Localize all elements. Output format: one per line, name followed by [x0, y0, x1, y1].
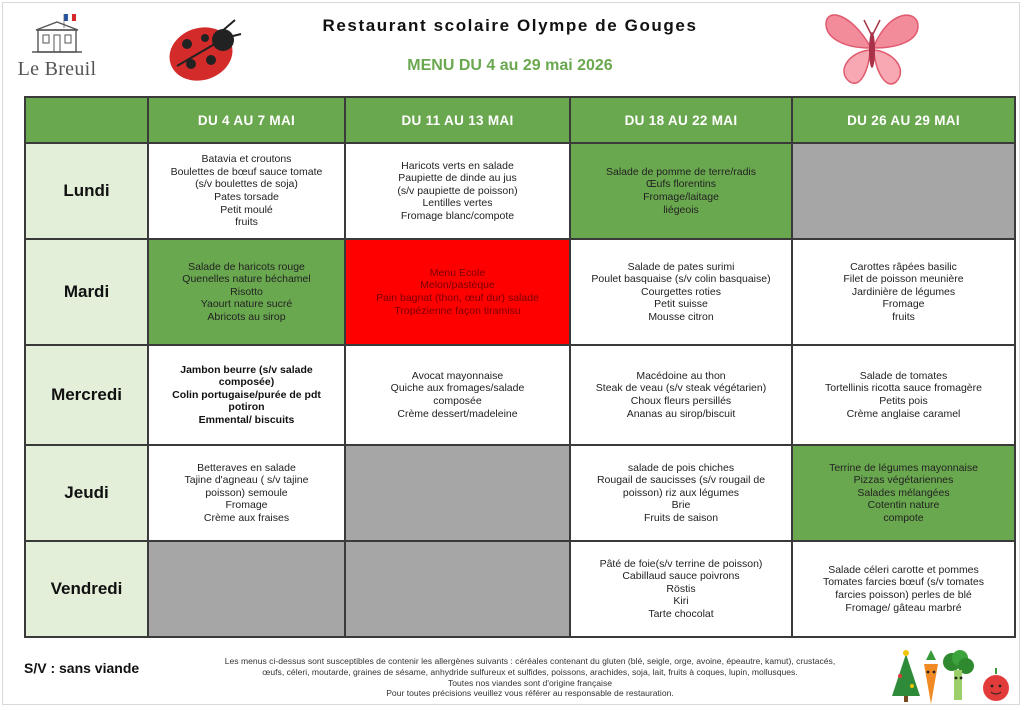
menu-item: fruits: [235, 216, 258, 229]
menu-item: Salade céleri carotte et pommes: [828, 563, 979, 576]
menu-item: poisson) semoule: [205, 486, 288, 499]
day-label: Lundi: [25, 143, 148, 239]
day-row: [25, 143, 1015, 239]
week-header: DU 4 AU 7 MAI: [148, 97, 345, 143]
menu-item: Pâté de foie(s/v terrine de poisson): [599, 557, 763, 570]
menu-item: Rougail de saucisses (s/v rougail de: [596, 474, 766, 487]
menu-item: Macédoine au thon: [636, 369, 726, 382]
vegetables-illustration-icon: [888, 646, 1016, 706]
menu-item: Colin portugaise/purée de pdt: [172, 388, 321, 401]
week-header-row: [25, 97, 1015, 143]
menu-item: composée: [433, 395, 482, 407]
day-label: Mardi: [25, 239, 148, 345]
menu-cell: [570, 143, 792, 239]
menu-item: Fromage/ gâteau marbré: [845, 601, 962, 614]
menu-item: Cabillaud sauce poivrons: [622, 570, 740, 583]
menu-item: Fromage: [225, 499, 268, 512]
menu-item: Kiri: [673, 595, 689, 608]
menu-item: Fromage blanc/compote: [400, 209, 515, 222]
town-hall-icon: [28, 12, 86, 56]
menu-item: Salade de pates surimi: [627, 260, 735, 273]
menu-item: Tropézienne façon tiramisu: [394, 304, 521, 317]
menu-item: Quiche aux fromages/salade: [390, 382, 525, 395]
menu-cell: [148, 239, 345, 345]
menu-item: Boulettes de bœuf sauce tomate: [170, 165, 323, 178]
menu-table: [24, 96, 1016, 638]
week-header: DU 26 AU 29 MAI: [792, 97, 1015, 143]
menu-item: (s/v paupiette de poisson): [397, 184, 518, 197]
empty-menu-cell: [148, 541, 345, 637]
menu-item: Cotentin nature: [867, 499, 940, 512]
menu-item: Petit moulé: [220, 203, 273, 216]
menu-item: Crème aux fraises: [203, 511, 290, 524]
allergen-line: Les menus ci-dessus sont susceptibles de contenir les allergènes suivants : céréales contenant du gluten (blé, seigle, orge, avoine, épeautre, kamut), crustacés,: [224, 656, 836, 666]
menu-item: Mousse citron: [648, 310, 714, 323]
menu-item: Terrine de légumes mayonnaise: [829, 461, 978, 474]
menu-cell: [792, 345, 1015, 445]
menu-item: Paupiette de dinde au jus: [398, 172, 517, 185]
menu-cell: [570, 345, 792, 445]
menu-item: Salades mélangées: [857, 486, 950, 499]
menu-item: Petits pois: [879, 395, 928, 407]
menu-item: Filet de poisson meunière: [843, 273, 964, 286]
menu-item: Batavia et croutons: [201, 153, 292, 166]
menu-item: Salade de pomme de terre/radis: [606, 165, 756, 178]
day-row: [25, 239, 1015, 345]
menu-item: Tomates farcies bœuf (s/v tomates: [822, 576, 985, 589]
menu-item: Emmental/ biscuits: [198, 413, 295, 426]
menu-item: potiron: [228, 401, 265, 414]
menu-item: Betteraves en salade: [197, 461, 296, 474]
menu-cell: [345, 239, 570, 345]
menu-item: Röstis: [666, 582, 696, 595]
menu-cell: [148, 143, 345, 239]
menu-item: composée): [218, 376, 275, 389]
menu-item: Choux fleurs persillés: [630, 395, 732, 407]
menu-item: (s/v boulettes de soja): [195, 178, 298, 191]
menu-item: Carottes râpées basilic: [850, 260, 957, 273]
logo-text: Le Breuil: [17, 58, 97, 80]
menu-item: Melon/pastèque: [420, 279, 495, 292]
menu-period: MENU DU 4 au 29 mai 2026: [407, 57, 613, 74]
table-corner: [25, 97, 148, 143]
menu-item: Crème anglaise caramel: [846, 407, 961, 420]
menu-item: farcies poisson) perles de blé: [835, 589, 972, 601]
menu-item: poisson) riz aux légumes: [622, 486, 740, 499]
day-label: Mercredi: [25, 345, 148, 445]
menu-cell: [345, 345, 570, 445]
menu-item: Menu Ecole: [429, 266, 486, 279]
allergen-line: Toutes nos viandes sont d'origine française: [447, 677, 613, 688]
menu-cell: [792, 445, 1015, 541]
menu-item: Jardinière de légumes: [851, 285, 956, 298]
menu-item: salade de pois chiches: [627, 461, 735, 474]
butterfly-icon: [820, 2, 924, 94]
menu-item: Pates torsade: [214, 191, 279, 203]
menu-cell: [148, 345, 345, 445]
menu-item: Yaourt nature sucré: [200, 298, 293, 311]
sans-viande-note: S/V : sans viande: [24, 660, 140, 676]
menu-item: Fruits de saison: [643, 511, 719, 524]
day-row: [25, 541, 1015, 637]
empty-menu-cell: [345, 445, 570, 541]
menu-item: Abricots au sirop: [207, 310, 286, 323]
menu-item: Brie: [671, 499, 691, 512]
menu-item: Haricots verts en salade: [401, 159, 514, 172]
menu-item: Salade de tomates: [859, 369, 948, 382]
menu-item: Ananas au sirop/biscuit: [626, 407, 736, 420]
week-header: DU 11 AU 13 MAI: [345, 97, 570, 143]
menu-item: Salade de haricots rouge: [188, 260, 305, 273]
day-row: [25, 345, 1015, 445]
town-logo: [14, 12, 100, 84]
menu-item: Fromage: [882, 298, 925, 311]
menu-item: Poulet basquaise (s/v colin basquaise): [591, 273, 771, 286]
empty-menu-cell: [792, 143, 1015, 239]
menu-item: fruits: [892, 310, 915, 323]
day-label: Vendredi: [25, 541, 148, 637]
menu-item: liégeois: [663, 203, 699, 216]
week-header: DU 18 AU 22 MAI: [570, 97, 792, 143]
menu-item: Jambon beurre (s/v salade: [180, 363, 313, 376]
menu-item: Risotto: [230, 285, 263, 298]
menu-item: Quenelles nature béchamel: [182, 273, 311, 286]
day-row: [25, 445, 1015, 541]
menu-item: Steak de veau (s/v steak végétarien): [595, 382, 767, 395]
menu-item: Petit suisse: [654, 298, 708, 311]
menu-item: Crème dessert/madeleine: [397, 407, 518, 420]
allergen-notice: [170, 656, 890, 699]
menu-cell: [792, 239, 1015, 345]
menu-cell: [570, 445, 792, 541]
menu-item: Avocat mayonnaise: [411, 369, 504, 382]
allergen-line: œufs, céleri, moutarde, graines de sésame, anhydride sulfureux et sulfides, poissons, arachides, soja, lait, fruits à coques, lupin, mollusques.: [262, 666, 798, 677]
menu-item: Tortellinis ricotta sauce fromagère: [825, 382, 982, 395]
menu-item: Lentilles vertes: [422, 197, 493, 210]
day-label: Jeudi: [25, 445, 148, 541]
menu-cell: [148, 445, 345, 541]
menu-cell: [570, 541, 792, 637]
allergen-line: Pour toutes précisions veuillez vous référer au responsable de restauration.: [386, 688, 674, 699]
menu-cell: [792, 541, 1015, 637]
menu-item: Tajine d'agneau ( s/v tajine: [184, 474, 309, 487]
menu-item: Fromage/laitage: [643, 191, 719, 203]
menu-item: Courgettes roties: [641, 285, 721, 298]
menu-item: Œufs florentins: [645, 178, 717, 191]
menu-cell: [570, 239, 792, 345]
menu-item: Pain bagnat (thon, œuf dur) salade: [376, 292, 539, 304]
menu-item: Pizzas végétariennes: [853, 474, 954, 487]
menu-item: Tarte chocolat: [648, 607, 714, 620]
menu-cell: [345, 143, 570, 239]
menu-item: compote: [883, 511, 924, 524]
page-title: Restaurant scolaire Olympe de Gouges: [322, 16, 698, 35]
empty-menu-cell: [345, 541, 570, 637]
